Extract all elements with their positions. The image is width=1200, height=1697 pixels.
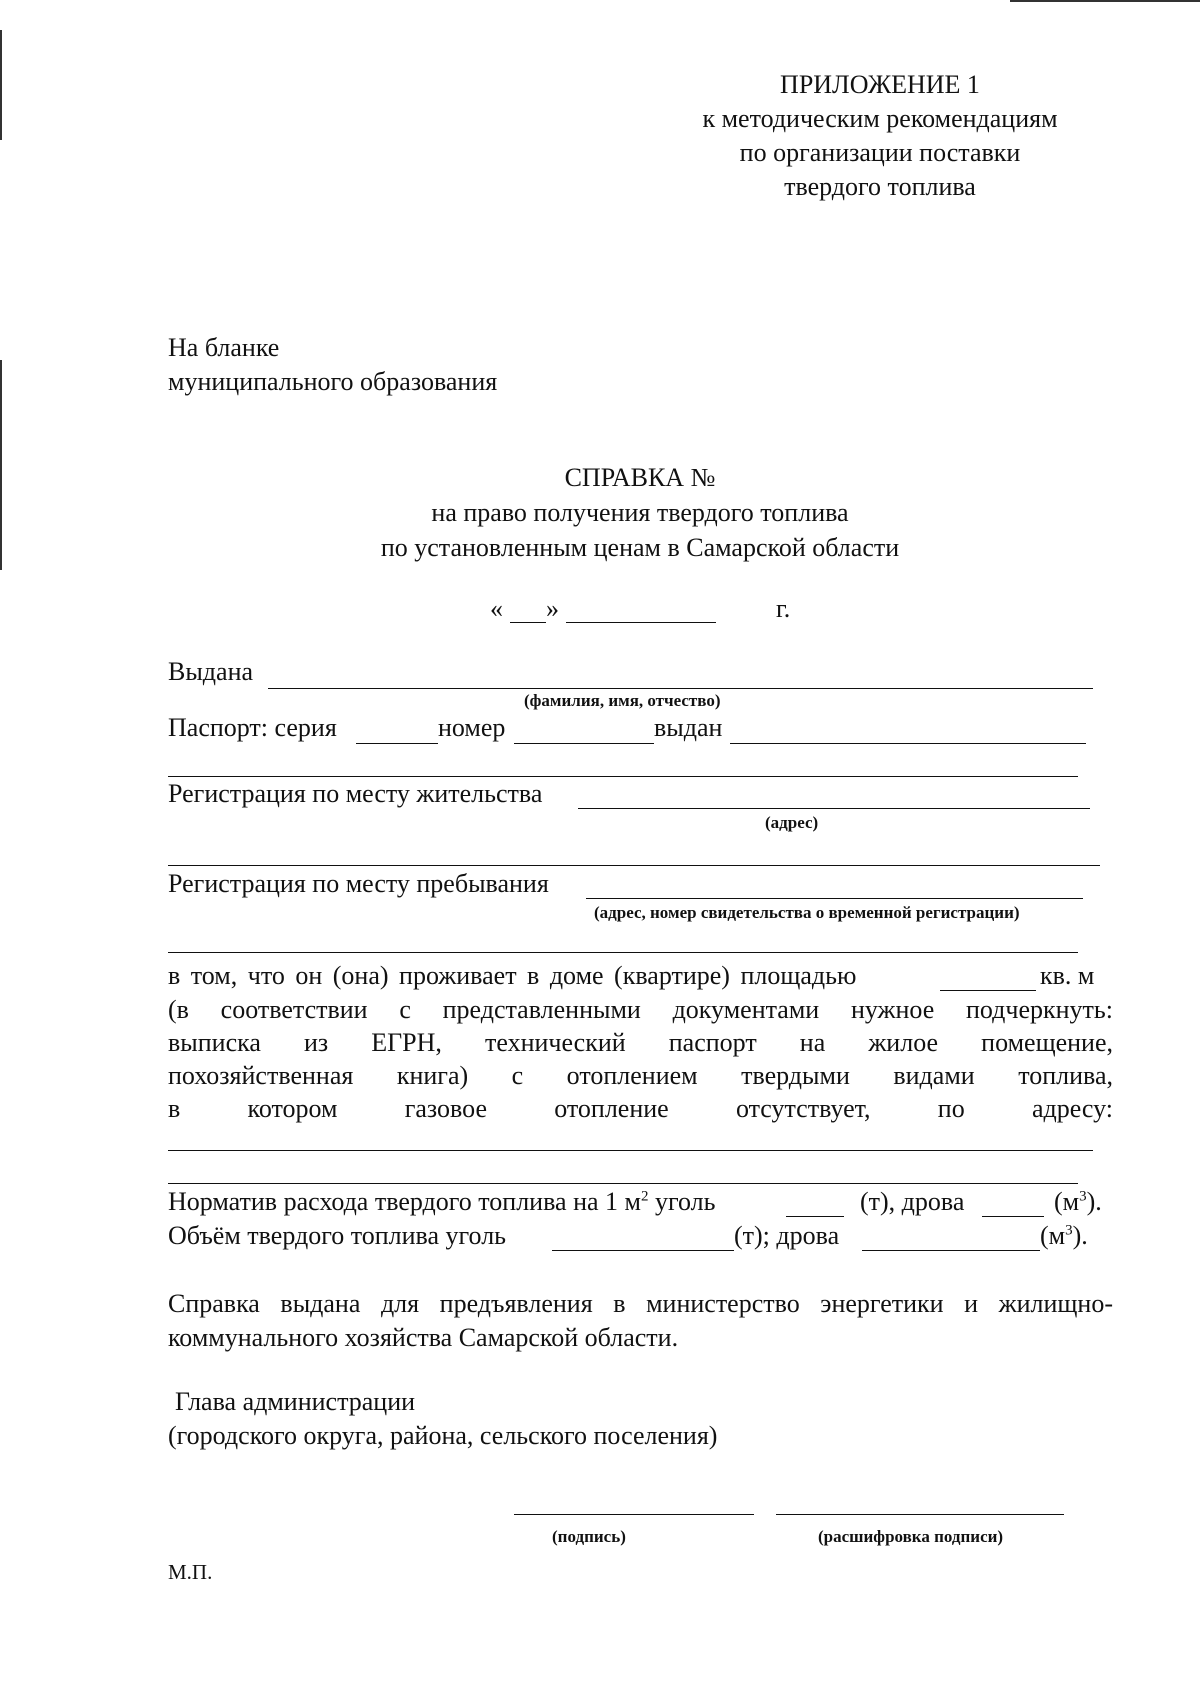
- norm-coal-unit: (т), дрова: [860, 1187, 965, 1216]
- date-day-blank[interactable]: [510, 622, 546, 623]
- registration-residence-label: Регистрация по месту жительства: [168, 779, 543, 808]
- certificate-title-block: [300, 460, 980, 565]
- registration-residence-extra-blank[interactable]: [168, 865, 1100, 866]
- issued-to-hint: (фамилия, имя, отчество): [524, 691, 721, 710]
- certificate-subtitle-1: на право получения твердого топлива: [431, 498, 849, 527]
- address-blank-1[interactable]: [168, 1150, 1093, 1151]
- signature-decoding-hint: (расшифровка подписи): [818, 1527, 1004, 1546]
- body-line-1-unit: кв. м: [1040, 961, 1095, 990]
- date-open-quote: «: [490, 594, 503, 623]
- certificate-title: СПРАВКА №: [564, 463, 716, 492]
- passport-extra-blank[interactable]: [168, 776, 1078, 777]
- appendix-line-3: твердого топлива: [784, 172, 976, 201]
- issued-to-blank[interactable]: [268, 688, 1093, 689]
- body-line-2: (в соответствии с представленными документами нужное подчеркнуть:: [168, 995, 1113, 1024]
- passport-number-label: номер: [438, 713, 506, 742]
- body-line-1-text: в том, что он (она) проживает в доме (квартире) площадью: [168, 961, 857, 990]
- appendix-line-2: по организации поставки: [739, 138, 1021, 167]
- registration-stay-blank[interactable]: [586, 898, 1083, 899]
- volume-label: Объём твердого топлива уголь: [168, 1221, 507, 1250]
- appendix-line-1: к методическим рекомендациям: [702, 104, 1058, 133]
- norm-wood-sup: 3: [1079, 1188, 1087, 1205]
- date-year-suffix: г.: [776, 594, 791, 623]
- norm-sup: 2: [640, 1188, 649, 1205]
- norm-wood-unit-text: (м: [1054, 1187, 1080, 1216]
- volume-wood-sup: 3: [1065, 1222, 1073, 1239]
- registration-residence-hint: (адрес): [765, 813, 819, 832]
- norm-wood-blank[interactable]: [982, 1216, 1044, 1217]
- passport-issued-label: выдан: [654, 713, 723, 742]
- registration-stay-extra-blank[interactable]: [168, 952, 1078, 953]
- body-paragraph: [168, 993, 1113, 1125]
- signatory-title: Глава администрации: [175, 1387, 416, 1416]
- registration-residence-blank[interactable]: [578, 808, 1090, 809]
- date-close-quote: »: [546, 594, 559, 623]
- signature-decoding-blank[interactable]: [776, 1514, 1064, 1515]
- passport-series-blank[interactable]: [356, 743, 438, 744]
- body-line-5: в котором газовое отопление отсутствует, по адресу:: [168, 1094, 1113, 1123]
- appendix-header: [640, 68, 1120, 204]
- signatory-subtitle: (городского округа, района, сельского поселения): [168, 1421, 718, 1450]
- purpose-line-1: Справка выдана для предъявления в министерство энергетики и жилищно-: [168, 1289, 1113, 1318]
- passport-number-blank[interactable]: [514, 743, 654, 744]
- registration-stay-hint: (адрес, номер свидетельства о временной регистрации): [594, 903, 1020, 922]
- purpose-paragraph: [168, 1287, 1113, 1355]
- registration-stay-label: Регистрация по месту пребывания: [168, 869, 549, 898]
- body-line-4: похозяйственная книга) с отоплением твердыми видами топлива,: [168, 1061, 1113, 1090]
- blank-note-line-2: муниципального образования: [168, 367, 498, 396]
- norm-label: [168, 1186, 716, 1218]
- norm-wood-unit-close: ).: [1086, 1187, 1102, 1216]
- scan-edge-left-2: [0, 360, 2, 570]
- norm-coal-blank[interactable]: [786, 1216, 844, 1217]
- purpose-line-2: коммунального хозяйства Самарской области.: [168, 1323, 679, 1352]
- passport-series-label: Паспорт: серия: [168, 713, 337, 742]
- passport-issued-blank[interactable]: [730, 743, 1086, 744]
- stamp-place: М.П.: [168, 1560, 213, 1584]
- norm-label-text: Норматив расхода твердого топлива на 1 м: [168, 1187, 641, 1216]
- scan-edge-left: [0, 30, 2, 140]
- area-blank[interactable]: [940, 990, 1036, 991]
- volume-wood-unit: [1040, 1220, 1088, 1252]
- signature-hint: (подпись): [552, 1527, 626, 1546]
- scan-edge-top: [1010, 0, 1200, 2]
- date-month-blank[interactable]: [566, 622, 716, 623]
- blank-note-line-1: На бланке: [168, 333, 280, 362]
- volume-wood-blank[interactable]: [862, 1250, 1040, 1251]
- norm-wood-unit: [1054, 1186, 1102, 1218]
- address-blank-2[interactable]: [168, 1183, 1078, 1184]
- volume-coal-blank[interactable]: [552, 1250, 734, 1251]
- volume-coal-unit: (т); дрова: [734, 1221, 840, 1250]
- signature-blank[interactable]: [514, 1514, 754, 1515]
- issued-to-label: Выдана: [168, 657, 254, 686]
- body-line-3: выписка из ЕГРН, технический паспорт на жилое помещение,: [168, 1028, 1113, 1057]
- appendix-title: ПРИЛОЖЕНИЕ 1: [780, 70, 980, 99]
- volume-wood-unit-close: ).: [1072, 1221, 1088, 1250]
- volume-wood-unit-text: (м: [1040, 1221, 1066, 1250]
- certificate-subtitle-2: по установленным ценам в Самарской области: [380, 533, 900, 562]
- norm-coal: уголь: [654, 1187, 716, 1216]
